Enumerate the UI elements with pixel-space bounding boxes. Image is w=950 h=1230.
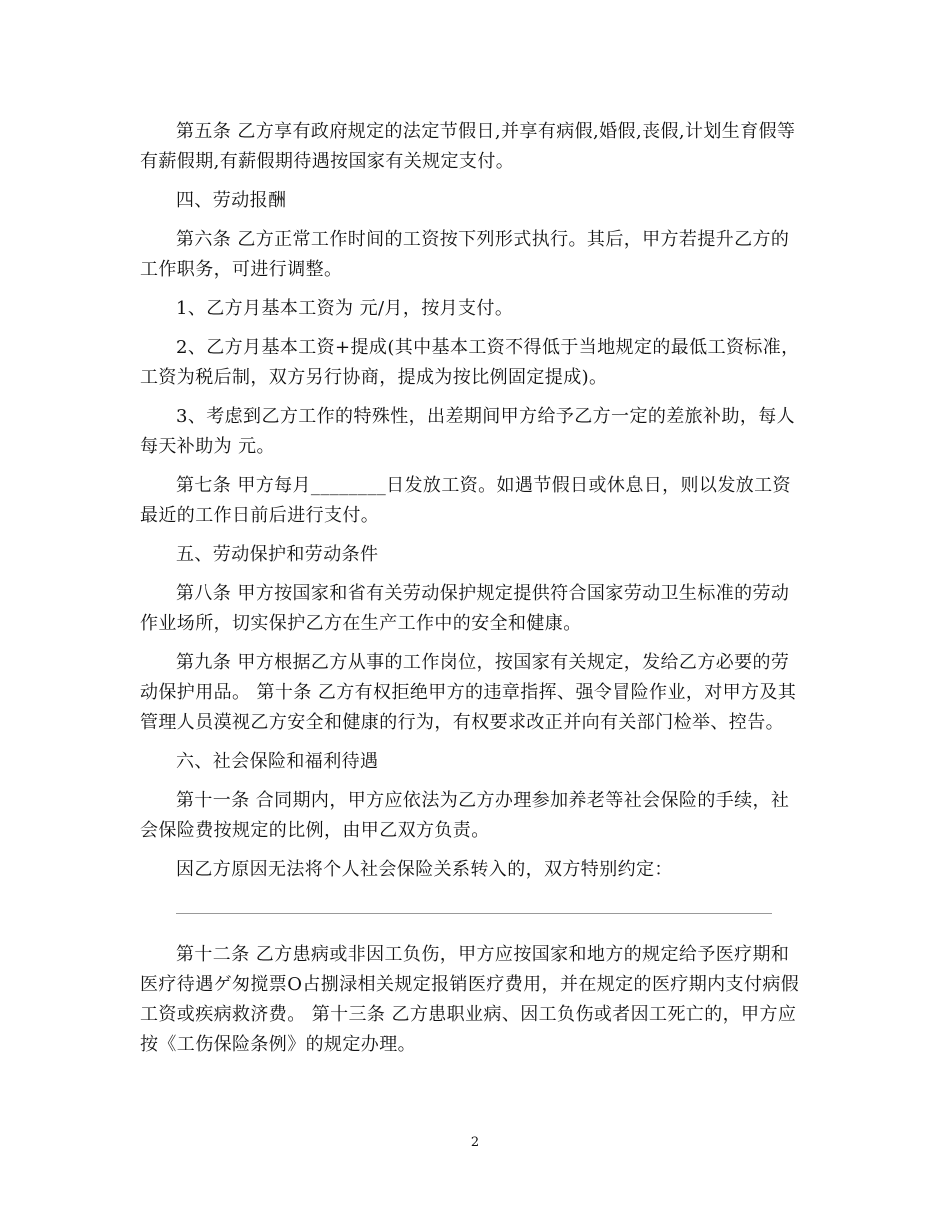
section-5-heading: 五、劳动保护和劳动条件 [176,544,379,565]
special-agreement-paragraph: 因乙方原因无法将个人社会保险关系转入的，双方特别约定： [176,859,673,880]
page-number: 2 [470,1135,480,1150]
document-body [140,117,806,1069]
article-7-paragraph: 第七条 甲方每月________日发放工资。如遇节假日或休息日，则以发放工资最近的工作日前后进行支付。 [140,475,791,526]
article-5-paragraph: 第五条 乙方享有政府规定的法定节假日,并享有病假,婚假,丧假,计划生育假等有薪假期,有薪假期待遇按国家有关规定支付。 [140,121,796,172]
article-12-13-paragraph: 第十二条 乙方患病或非因工负伤，甲方应按国家和地方的规定给予医疗期和医疗待遇ゲ匆搅票O占捌渌相关规定报销医疗费用，并在规定的医疗期内支付病假工资或疾病救济费。 第十三条 乙方患职业病、因工负伤或者因工死亡的，甲方应按《工伤保险条例》的规定办理。 [140,944,800,1055]
article-11-paragraph: 第十一条 合同期内，甲方应依法为乙方办理参加养老等社会保险的手续，社会保险费按规定的比例，由甲乙双方负责。 [140,790,790,841]
article-6-paragraph: 第六条 乙方正常工作时间的工资按下列形式执行。其后，甲方若提升乙方的工作职务，可进行调整。 [140,229,790,280]
article-9-10-paragraph: 第九条 甲方根据乙方从事的工作岗位，按国家有关规定，发给乙方必要的劳动保护用品。 第十条 乙方有权拒绝甲方的违章指挥、强令冒险作业，对甲方及其管理人员漠视乙方安全和健康的行为，有权要求改正并向有关部门检举、控告。 [140,652,797,733]
salary-item-3: 3、考虑到乙方工作的特殊性，出差期间甲方给予乙方一定的差旅补助，每人每天补助为 元。 [140,406,796,457]
article-8-paragraph: 第八条 甲方按国家和省有关劳动保护规定提供符合国家劳动卫生标准的劳动作业场所，切实保护乙方在生产工作中的安全和健康。 [140,583,790,634]
section-6-heading: 六、社会保险和福利待遇 [176,751,379,772]
section-4-heading: 四、劳动报酬 [176,190,287,211]
blank-fill-line [176,913,772,914]
salary-item-2: 2、乙方月基本工资+提成(其中基本工资不得低于当地规定的最低工资标准，工资为税后制，双方另行协商，提成为按比例固定提成)。 [140,337,800,388]
salary-item-1: 1、乙方月基本工资为 元/月，按月支付。 [176,298,514,319]
